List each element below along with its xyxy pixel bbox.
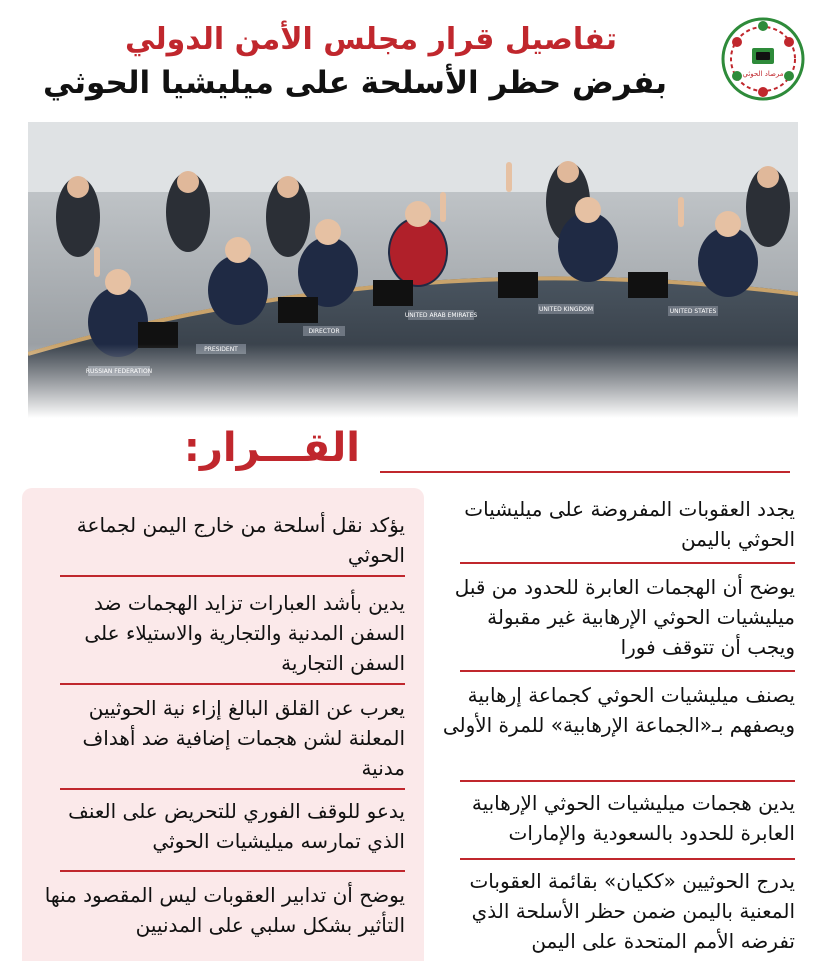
right-separator — [460, 780, 795, 782]
right-item-4: يدين هجمات ميليشيات الحوثي الإرهابية العابرة للحدود بالسعودية والإمارات — [471, 791, 795, 845]
logo — [718, 14, 808, 104]
left-item-2: يدين بأشد العبارات تزايد الهجمات ضد السفن المدنية والتجارية والاستيلاء على السفن التجارية — [84, 591, 405, 675]
logo-text: مرصاد الحوثي — [742, 70, 784, 78]
right-separator — [460, 562, 795, 564]
decision-heading: القـــرار: — [183, 425, 360, 471]
right-item-1: يجدد العقوبات المفروضة على ميليشيات الحوثي باليمن — [464, 497, 795, 551]
left-separator — [60, 683, 405, 685]
left-item-5: يوضح أن تدابير العقوبات ليس المقصود منها التأثير بشكل سلبي على المدنيين — [44, 883, 405, 937]
right-separator — [460, 670, 795, 672]
left-separator — [60, 575, 405, 577]
header — [0, 0, 817, 120]
right-item-5: يدرج الحوثيين «ككيان» بقائمة العقوبات المعنية باليمن ضمن حظر الأسلحة الذي تفرضه الأمم المتحدة على اليمن — [469, 869, 795, 953]
left-separator — [60, 788, 405, 790]
right-separator — [460, 858, 795, 860]
left-item-1: يؤكد نقل أسلحة من خارج اليمن لجماعة الحوثي — [76, 513, 405, 567]
title-line-1: تفاصيل قرار مجلس الأمن الدولي — [125, 22, 617, 57]
title-line-2: بفرض حظر الأسلحة على ميليشيا الحوثي — [43, 65, 667, 101]
right-item-3: يصنف ميليشيات الحوثي كجماعة إرهابية ويصفهم بـ«الجماعة الإرهابية» للمرة الأولى — [442, 683, 795, 737]
left-item-4: يدعو للوقف الفوري للتحريض على العنف الذي تمارسه ميليشيات الحوثي — [68, 799, 405, 853]
decision-underline — [380, 471, 790, 473]
left-separator — [60, 870, 405, 872]
left-item-3: يعرب عن القلق البالغ إزاء نية الحوثيين المعلنة لشن هجمات إضافية ضد أهداف مدنية — [82, 696, 405, 780]
security-council-photo — [28, 122, 798, 418]
right-item-2: يوضح أن الهجمات العابرة للحدود من قبل ميليشيات الحوثي الإرهابية غير مقبولة ويجب أن تتوقف فورا — [454, 575, 795, 659]
